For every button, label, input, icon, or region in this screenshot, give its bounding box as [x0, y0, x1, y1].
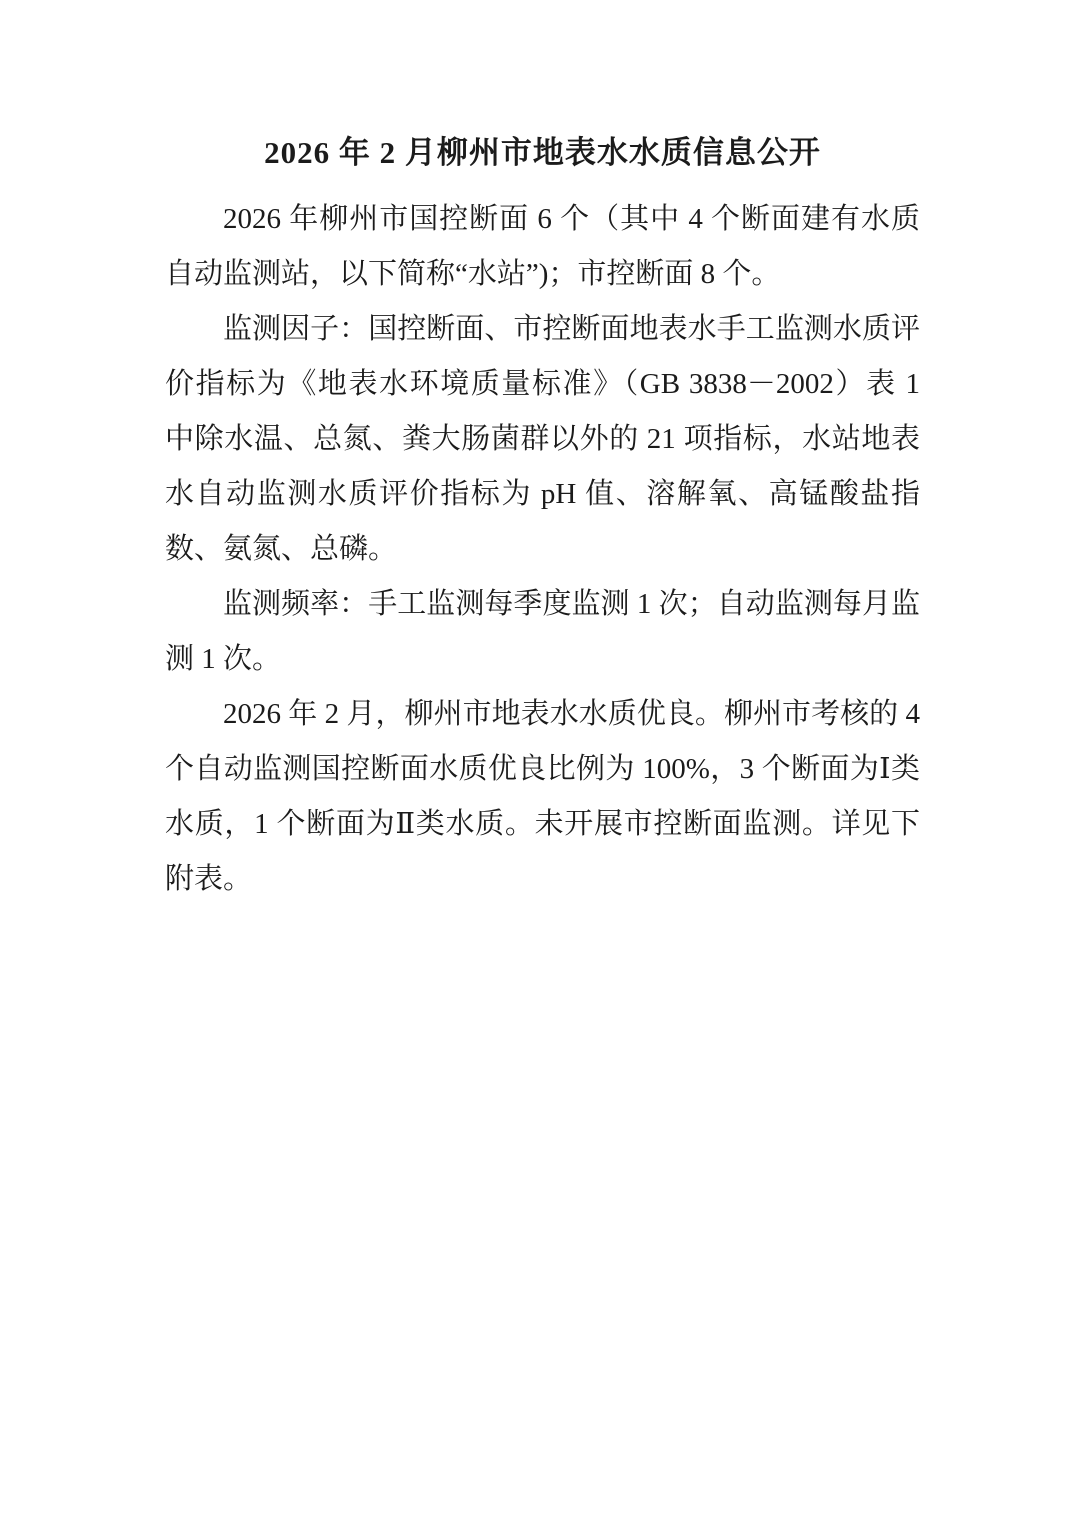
paragraph-monitoring-factors: 监测因子：国控断面、市控断面地表水手工监测水质评价指标为《地表水环境质量标准》（GB 3838－2002）表 1 中除水温、总氮、粪大肠菌群以外的 21 项指标，水站地表水自动监测水质评价指标为 pH 值、溶解氧、高锰酸盐指数、氨氮、总磷。: [165, 313, 920, 565]
document-title: 2026 年 2 月柳州市地表水水质信息公开: [264, 135, 821, 170]
document-content: [165, 130, 920, 907]
paragraph-section-overview: 2026 年柳州市国控断面 6 个（其中 4 个断面建有水质自动监测站，以下简称“水站”)；市控断面 8 个。: [165, 203, 920, 290]
paragraph-monitoring-frequency: 监测频率：手工监测每季度监测 1 次；自动监测每月监测 1 次。: [165, 588, 920, 675]
paragraph-results-summary: 2026 年 2 月，柳州市地表水水质优良。柳州市考核的 4 个自动监测国控断面水质优良比例为 100%，3 个断面为Ⅰ类水质，1 个断面为Ⅱ类水质。未开展市控断面监测。详见下附表。: [165, 698, 920, 895]
